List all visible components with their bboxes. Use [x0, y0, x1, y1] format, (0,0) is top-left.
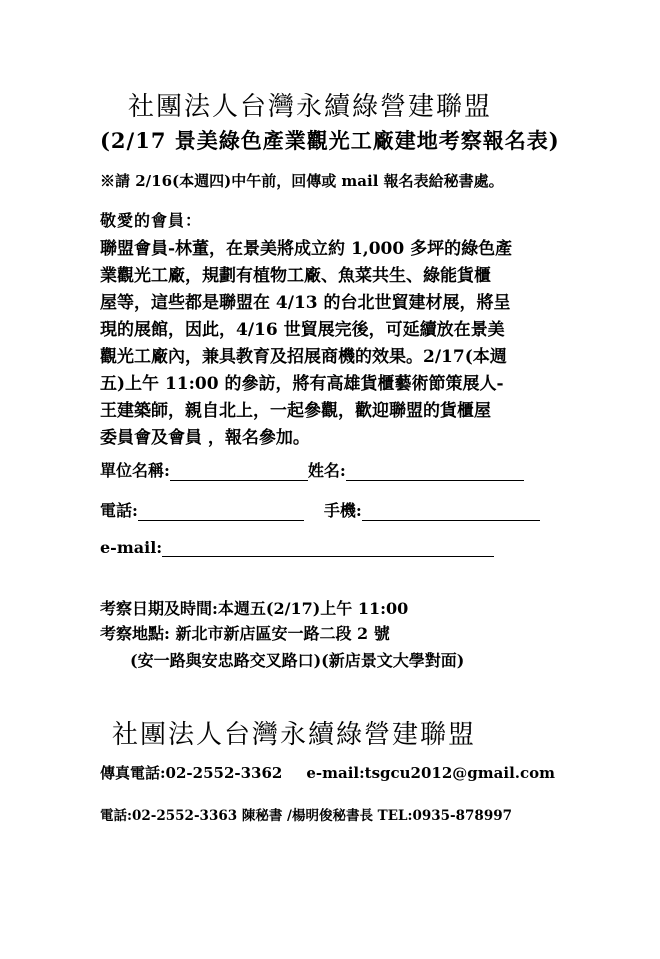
letter-line: 聯盟會員-林董，在景美將成立約 1,000 多坪的綠色產 — [100, 239, 513, 259]
form-row-email — [100, 538, 494, 557]
name-field[interactable] — [346, 462, 524, 481]
phone-label: 電話: — [100, 501, 138, 520]
letter-line: 五)上午 11:00 的參訪，將有高雄貨櫃藝術節策展人- — [100, 374, 504, 394]
visit-location-note: (安一路與安忠路交叉路口)(新店景文大學對面) — [130, 651, 465, 670]
greeting: 敬愛的會員： — [100, 211, 203, 230]
letter-line: 業觀光工廠，規劃有植物工廠、魚菜共生、綠能貨櫃 — [100, 266, 491, 286]
form-row-unit-name — [100, 458, 524, 481]
unit-label: 單位名稱: — [100, 461, 170, 480]
unit-field[interactable] — [170, 462, 308, 481]
email-label: e-mail: — [100, 538, 163, 557]
email-field[interactable] — [162, 538, 494, 557]
deadline-notice: ※請 2/16(本週四)中午前，回傳或 mail 報名表給秘書處。 — [100, 172, 504, 190]
visit-datetime: 考察日期及時間:本週五(2/17)上午 11:00 — [100, 599, 409, 618]
contact-email[interactable]: e-mail:tsgcu2012@gmail.com — [306, 764, 556, 782]
fax-number: 傳真電話:02-2552-3362 — [100, 764, 283, 782]
letter-body — [100, 236, 562, 452]
letter-line: 屋等，這些都是聯盟在 4/13 的台北世貿建材展，將呈 — [100, 293, 511, 313]
contact-phones: 電話:02-2552-3363 陳秘書 /楊明俊秘書長 TEL:0935-878997 — [100, 808, 513, 824]
form-row-phone — [100, 498, 540, 521]
footer-org-title: 社團法人台灣永續綠營建聯盟 — [112, 720, 477, 750]
letter-line: 現的展館，因此，4/16 世貿展完後，可延續放在景美 — [100, 320, 505, 340]
visit-location: 考察地點: 新北市新店區安一路二段 2 號 — [100, 624, 390, 643]
phone-field[interactable] — [138, 502, 304, 521]
mobile-field[interactable] — [362, 502, 540, 521]
org-title: 社團法人台灣永續綠營建聯盟 — [128, 92, 493, 122]
name-label: 姓名: — [307, 461, 346, 480]
fax-email-line — [100, 762, 555, 783]
letter-line: 王建築師，親自北上，一起參觀，歡迎聯盟的貨櫃屋 — [100, 401, 491, 421]
letter-line: 觀光工廠內，兼具教育及招展商機的效果。2/17(本週 — [100, 347, 507, 367]
form-title: (2/17 景美綠色產業觀光工廠建地考察報名表) — [100, 128, 560, 153]
letter-line: 委員會及會員 ，報名參加。 — [100, 428, 310, 448]
mobile-label: 手機: — [323, 501, 362, 520]
